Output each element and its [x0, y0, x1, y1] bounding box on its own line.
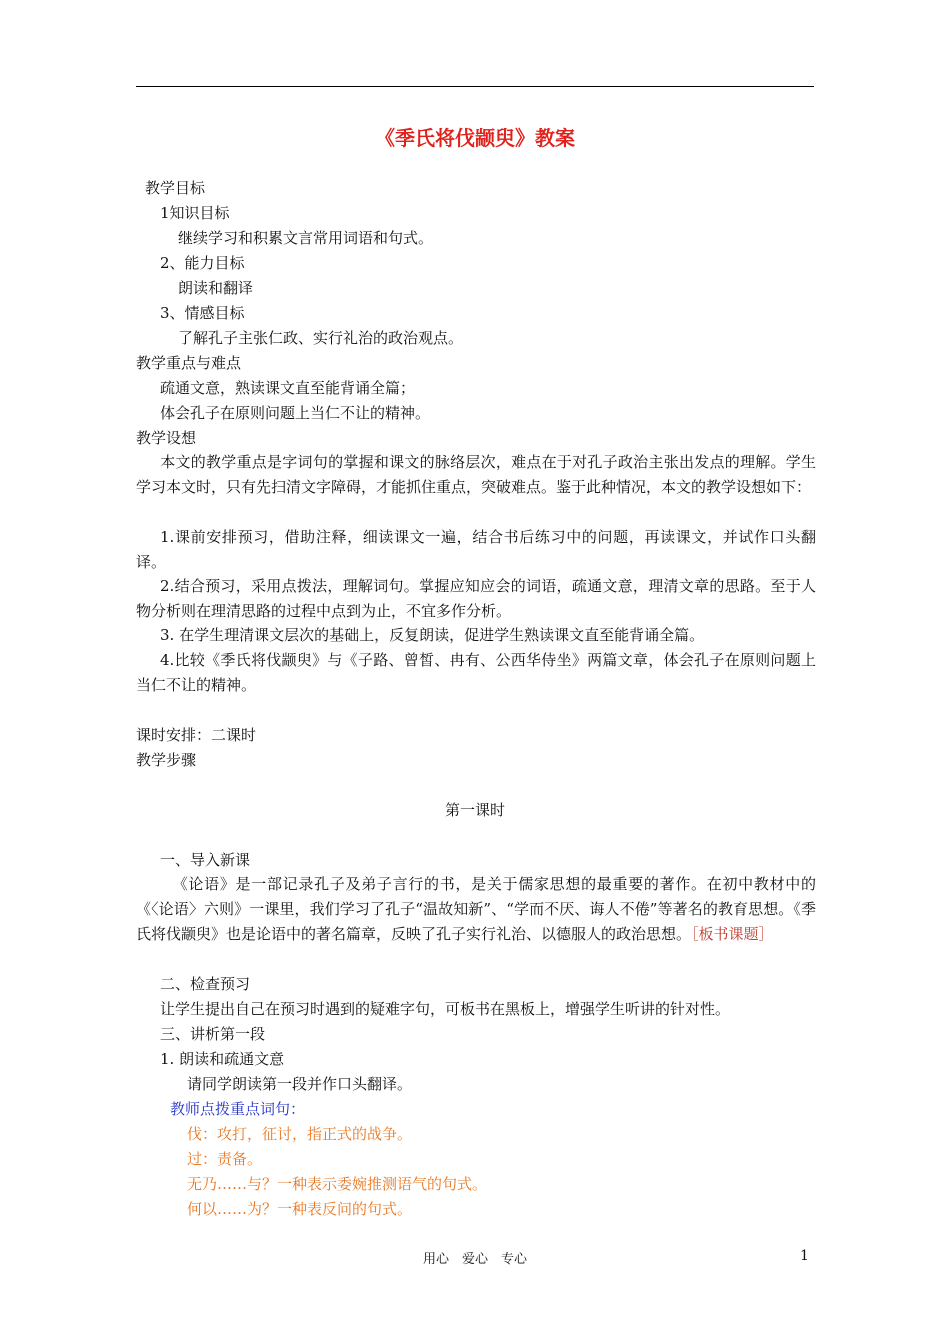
design-item-1 [136, 525, 816, 575]
key-point-1: 疏通文意，熟读课文直至能背诵全篇； [160, 379, 416, 397]
teacher-hint-heading: 教师点拨重点词句： [170, 1100, 306, 1118]
objective-1-text: 继续学习和积累文言常用词语和句式。 [178, 229, 434, 247]
word-note-2: 过：责备。 [187, 1150, 263, 1168]
steps-heading: 教学步骤 [136, 751, 197, 769]
page-title: 《季氏将伐颛臾》教案 [375, 126, 575, 150]
page-number: 1 [800, 1248, 809, 1264]
lesson-1-heading: 第一课时 [444, 801, 505, 819]
word-note-3: 无乃……与？一种表示委婉推测语气的句式。 [187, 1175, 488, 1193]
word-note-1: 伐：攻打，征讨，指正式的战争。 [187, 1125, 413, 1143]
schedule: 课时安排：二课时 [136, 726, 257, 744]
step-1-text: 《论语》是一部记录孔子及弟子言行的书，是关于儒家思想的最重要的著作。在初中教材中的《〈论语〉六则》一课里，我们学习了孔子“温故知新”、“学而不厌、诲人不倦”等著名的教育思想。《季氏将伐颛臾》也是论语中的著名篇章，反映了孔子实行礼治、以德服人的政治思想。 [136, 875, 816, 943]
step-3-heading: 三、讲析第一段 [160, 1025, 266, 1043]
objective-1-heading: 1知识目标 [160, 204, 230, 222]
design-intro-text: 本文的教学重点是字词句的掌握和课文的脉络层次，难点在于对孔子政治主张出发点的理解。学生学习本文时，只有先扫清文字障碍，才能抓住重点，突破难点。鉴于此种情况，本文的教学设想如下： [136, 453, 816, 496]
step-1-heading: 一、导入新课 [160, 851, 251, 869]
footer-motto: 用心 爱心 专心 [422, 1252, 527, 1267]
objective-3-text: 了解孔子主张仁政、实行礼治的政治观点。 [178, 329, 464, 347]
board-title-tag: ［板书课题］ [691, 925, 774, 943]
design-intro [136, 450, 816, 500]
step-3-1-heading: 1. 朗读和疏通文意 [160, 1050, 285, 1068]
step-3-1-text: 请同学朗读第一段并作口头翻译。 [187, 1075, 413, 1093]
design-item-4-text: 4.比较《季氏将伐颛臾》与《子路、曾皙、冉有、公西华侍坐》两篇文章，体会孔子在原则问题上当仁不让的精神。 [136, 651, 816, 694]
design-item-3 [136, 623, 816, 648]
header-rule [136, 86, 814, 87]
design-item-1-text: 1.课前安排预习，借助注释，细读课文一遍，结合书后练习中的问题，再读课文，并试作口头翻译。 [136, 528, 816, 571]
objectives-heading: 教学目标 [145, 179, 206, 197]
design-item-4 [136, 648, 816, 698]
word-note-4: 何以……为？一种表反问的句式。 [187, 1200, 413, 1218]
objective-3-heading: 3、情感目标 [160, 304, 245, 322]
design-heading: 教学设想 [136, 429, 197, 447]
design-item-2 [136, 574, 816, 624]
design-item-2-text: 2.结合预习，采用点拨法，理解词句。掌握应知应会的词语，疏通文意，理清文章的思路。至于人物分析则在理清思路的过程中点到为止，不宜多作分析。 [136, 577, 816, 620]
key-points-heading: 教学重点与难点 [136, 354, 242, 372]
objective-2-text: 朗读和翻译 [178, 279, 254, 297]
step-1-paragraph [136, 872, 816, 947]
step-2-text: 让学生提出自己在预习时遇到的疑难字句，可板书在黑板上，增强学生听讲的针对性。 [160, 1000, 731, 1018]
design-item-3-text: 3. 在学生理清课文层次的基础上，反复朗读，促进学生熟读课文直至能背诵全篇。 [160, 626, 705, 644]
step-2-heading: 二、检查预习 [160, 975, 251, 993]
objective-2-heading: 2、能力目标 [160, 254, 245, 272]
key-point-2: 体会孔子在原则问题上当仁不让的精神。 [160, 404, 431, 422]
